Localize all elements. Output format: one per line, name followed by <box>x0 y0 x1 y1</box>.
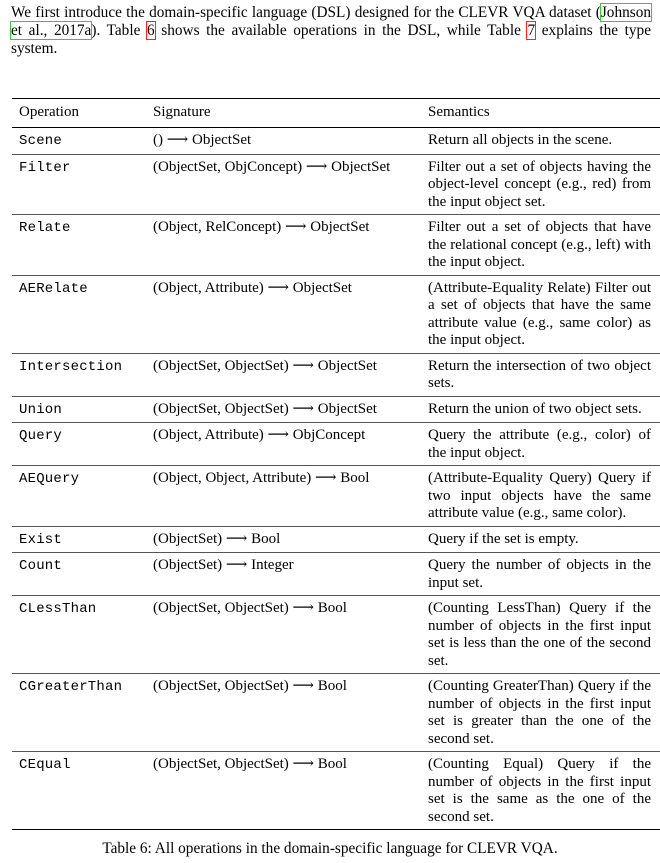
operation-name: Query <box>19 428 63 444</box>
operation-name: CLessThan <box>19 601 97 617</box>
table7-ref-link[interactable]: 7 <box>527 22 536 39</box>
operation-signature: (Object, RelConcept) ⟶ ObjectSet <box>153 219 370 235</box>
table-row <box>12 752 660 830</box>
operation-name: AERelate <box>19 280 88 297</box>
operation-signature: (Object, Attribute) ⟶ ObjectSet <box>153 279 352 296</box>
operation-name: CEqual <box>19 757 71 773</box>
table-caption: Table 6: All operations in the domain-specific language for CLEVR VQA. <box>102 840 558 857</box>
table-row <box>12 423 660 466</box>
operation-name: Relate <box>19 220 71 236</box>
operation-signature: (ObjectSet) ⟶ Integer <box>153 557 294 573</box>
operation-semantics: (Attribute-Equality Relate) Filter out a set of objects that have the same attribute value (e.g., same color) as the input object. <box>428 279 651 348</box>
operation-semantics: Query the number of objects in the input set. <box>428 557 651 591</box>
operation-signature: (ObjectSet, ObjConcept) ⟶ ObjectSet <box>153 158 391 175</box>
operation-name: CGreaterThan <box>19 679 123 695</box>
operation-signature: (ObjectSet, ObjectSet) ⟶ Bool <box>153 756 347 772</box>
table-row <box>12 154 660 215</box>
operation-signature: (Object, Attribute) ⟶ ObjConcept <box>153 427 366 443</box>
operation-semantics: Return all objects in the scene. <box>428 132 613 148</box>
table-row <box>12 553 660 596</box>
operation-signature: (ObjectSet, ObjectSet) ⟶ ObjectSet <box>153 400 377 417</box>
table-row <box>12 128 660 155</box>
table-row <box>12 396 660 423</box>
table-row <box>12 596 660 674</box>
operation-semantics: Return the union of two object sets. <box>428 400 642 417</box>
citation-link[interactable]: Johnson et al., 2017a <box>11 4 651 39</box>
intro-paragraph <box>11 4 651 58</box>
table-row <box>12 466 660 527</box>
table-row <box>12 275 660 353</box>
operation-signature: (ObjectSet, ObjectSet) ⟶ Bool <box>153 678 347 694</box>
operation-semantics: Filter out a set of objects having the object-level concept (e.g., red) from the input object set. <box>428 158 651 210</box>
operation-semantics: (Counting LessThan) Query if the number of objects in the first input set is less than the one of the second set. <box>428 600 651 669</box>
intro-text-end: explains the type system. <box>11 22 651 57</box>
intro-text-mid: shows the available operations in the DSL, while Table <box>154 22 528 39</box>
intro-text-after-cite: ). Table <box>91 22 147 39</box>
operation-semantics: Query if the set is empty. <box>428 530 579 547</box>
operation-name: Exist <box>19 531 63 548</box>
operation-signature: (ObjectSet, ObjectSet) ⟶ ObjectSet <box>153 357 377 374</box>
operation-name: Union <box>19 401 63 418</box>
table-row <box>12 353 660 396</box>
operation-semantics: Return the intersection of two object sets. <box>428 357 651 391</box>
operation-semantics: (Attribute-Equality Query) Query if two input objects have the same attribute value (e.g., same color). <box>428 470 651 521</box>
operation-semantics: (Counting GreaterThan) Query if the number of objects in the first input set is greater than the one of the second set. <box>428 678 651 747</box>
header-signature: Signature <box>153 104 211 120</box>
operations-table <box>12 98 660 830</box>
operation-name: Scene <box>19 133 63 149</box>
operation-signature: () ⟶ ObjectSet <box>153 132 252 148</box>
table-row <box>12 215 660 276</box>
table-row <box>12 674 660 752</box>
operation-name: Filter <box>19 159 71 176</box>
table6-ref-link[interactable]: 6 <box>147 22 155 39</box>
operation-semantics: Query the attribute (e.g., color) of the input object. <box>428 427 651 461</box>
operation-name: Count <box>19 558 63 574</box>
table-row <box>12 526 660 553</box>
header-semantics: Semantics <box>428 104 490 120</box>
operation-signature: (ObjectSet) ⟶ Bool <box>153 530 281 547</box>
intro-text-before: We first introduce the domain-specific language (DSL) designed for the CLEVR VQA dataset ( <box>11 4 601 21</box>
table-header-row <box>12 99 660 128</box>
operation-name: AEQuery <box>19 471 80 487</box>
operation-signature: (Object, Object, Attribute) ⟶ Bool <box>153 470 370 486</box>
operation-signature: (ObjectSet, ObjectSet) ⟶ Bool <box>153 600 347 616</box>
header-operation: Operation <box>19 104 79 120</box>
operation-semantics: (Counting Equal) Query if the number of objects in the first input set is the same as the one of the second set. <box>428 756 651 825</box>
operation-semantics: Filter out a set of objects that have the relational concept (e.g., left) with the input object. <box>428 219 651 270</box>
operation-name: Intersection <box>19 358 123 375</box>
